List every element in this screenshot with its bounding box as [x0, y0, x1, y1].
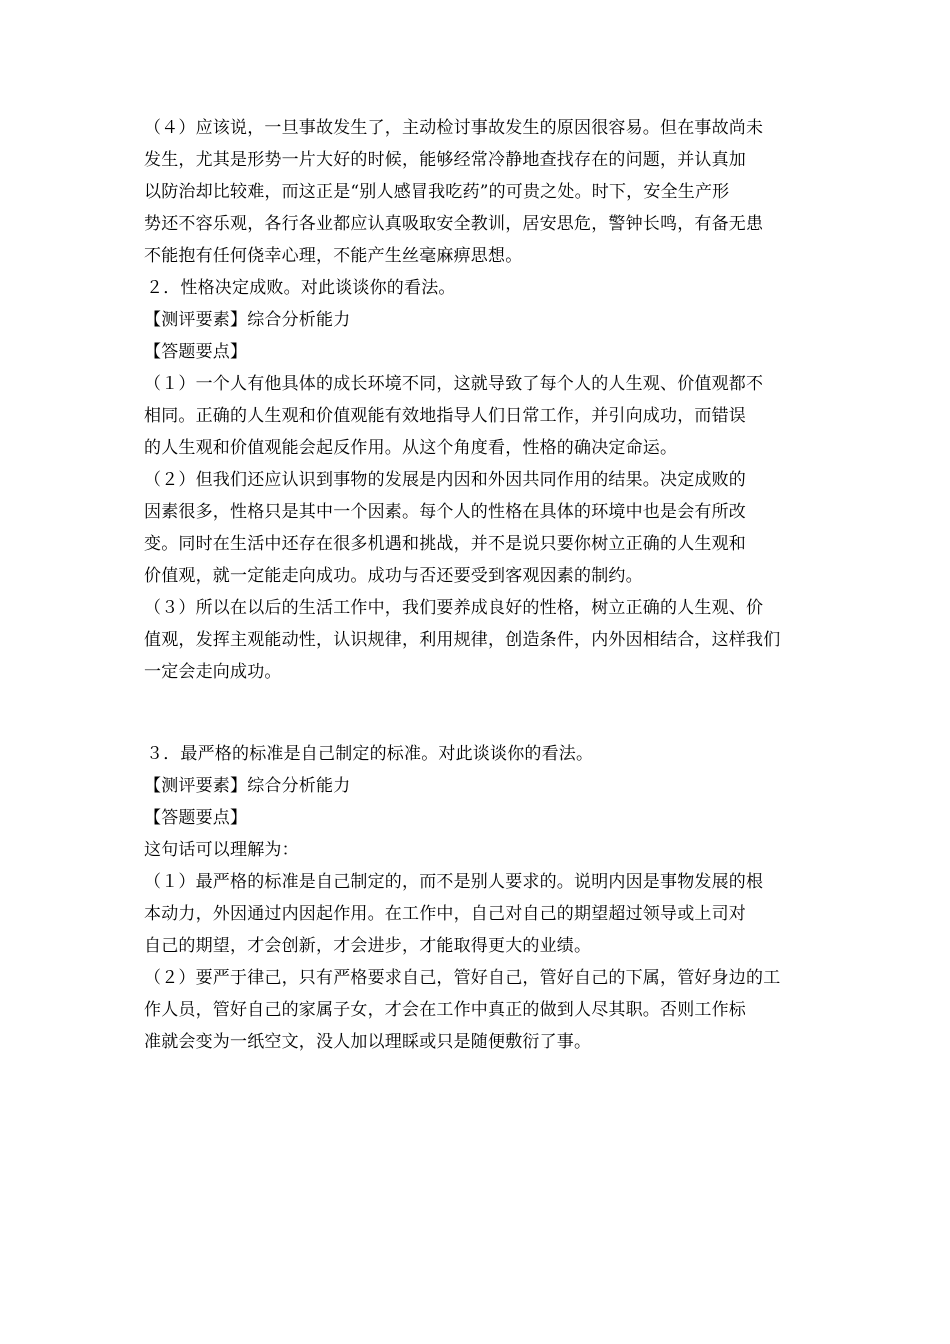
- text-line: （１）最严格的标准是自己制定的，而不是别人要求的。说明内因是事物发展的根: [144, 872, 764, 892]
- answer-4-paragraph: [144, 112, 810, 272]
- answer-points-heading: 【答题要点】: [144, 808, 248, 828]
- text-line: （２）但我们还应认识到事物的发展是内因和外因共同作用的结果。决定成败的: [144, 470, 746, 490]
- text-line: 因素很多，性格只是其中一个因素。每个人的性格在具体的环境中也是会有所改: [144, 502, 746, 522]
- text-line: 一定会走向成功。: [144, 662, 282, 682]
- text-line: 变。同时在生活中还存在很多机遇和挑战，并不是说只要你树立正确的人生观和: [144, 534, 746, 554]
- text-line: 相同。正确的人生观和价值观能有效地指导人们日常工作，并引向成功，而错误: [144, 406, 746, 426]
- text-line: 准就会变为一纸空文，没人加以理睬或只是随便敷衍了事。: [144, 1032, 592, 1052]
- question-3-title: ３．最严格的标准是自己制定的标准。对此谈谈你的看法。: [146, 744, 594, 764]
- text-line: 这句话可以理解为：: [144, 840, 299, 860]
- text-line: 价值观，就一定能走向成功。成功与否还要受到客观因素的制约。: [144, 566, 643, 586]
- text-line: 自己的期望，才会创新，才会进步，才能取得更大的业绩。: [144, 936, 592, 956]
- text-line: 以防治却比较难，而这正是“别人感冒我吃药”的可贵之处。时下，安全生产形: [144, 182, 730, 202]
- text-line: 发生，尤其是形势一片大好的时候，能够经常冷静地查找存在的问题，并认真加: [144, 150, 746, 170]
- text-line: 的人生观和价值观能会起反作用。从这个角度看，性格的确决定命运。: [144, 438, 678, 458]
- text-line: （１）一个人有他具体的成长环境不同，这就导致了每个人的人生观、价值观都不: [144, 374, 764, 394]
- text-line: 作人员，管好自己的家属子女，才会在工作中真正的做到人尽其职。否则工作标: [144, 1000, 746, 1020]
- text-line: （２）要严于律己，只有严格要求自己，管好自己，管好自己的下属，管好身边的工: [144, 968, 781, 988]
- text-line: 本动力，外因通过内因起作用。在工作中，自己对自己的期望超过领导或上司对: [144, 904, 746, 924]
- question-3-section: [144, 738, 810, 1058]
- text-line: 势还不容乐观，各行各业都应认真吸取安全教训，居安思危，警钟长鸣，有备无患: [144, 214, 764, 234]
- section-spacer: [144, 688, 810, 738]
- evaluation-element-label: 【测评要素】综合分析能力: [144, 310, 351, 330]
- text-line: 值观，发挥主观能动性，认识规律，利用规律，创造条件，内外因相结合，这样我们: [144, 630, 781, 650]
- evaluation-element-label: 【测评要素】综合分析能力: [144, 776, 351, 796]
- text-line: （４）应该说，一旦事故发生了，主动检讨事故发生的原因很容易。但在事故尚未: [144, 118, 764, 138]
- answer-points-heading: 【答题要点】: [144, 342, 248, 362]
- document-body: [144, 112, 810, 1058]
- question-2-title: ２．性格决定成败。对此谈谈你的看法。: [146, 278, 456, 298]
- text-line: （３）所以在以后的生活工作中，我们要养成良好的性格，树立正确的人生观、价: [144, 598, 764, 618]
- question-2-section: [144, 272, 810, 688]
- text-line: 不能抱有任何侥幸心理，不能产生丝毫麻痹思想。: [144, 246, 523, 266]
